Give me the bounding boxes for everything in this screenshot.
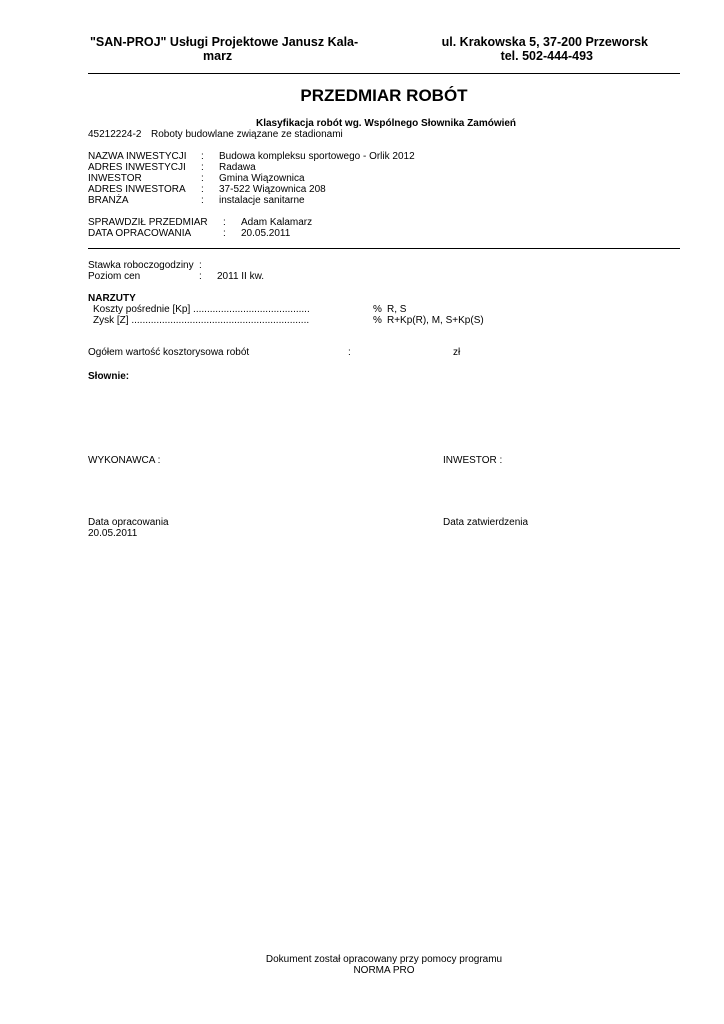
slownie-label: Słownie: — [88, 371, 130, 382]
rate-label: Stawka roboczogodziny — [88, 260, 194, 271]
classification-heading: Klasyfikacja robót wg. Wspólnego Słownika Zamówień — [256, 118, 517, 129]
check-separator: : — [223, 228, 226, 239]
narzut-label: Zysk [Z] ................................................................ — [93, 315, 310, 326]
check-label: SPRAWDZIŁ PRZEDMIAR — [88, 217, 208, 228]
total-separator: : — [348, 347, 351, 358]
check-label: DATA OPRACOWANIA — [88, 228, 192, 239]
narzut-percent: % — [373, 304, 382, 315]
rate-separator: : — [199, 260, 202, 271]
document-title: PRZEDMIAR ROBÓT — [300, 86, 468, 105]
info-label: NAZWA INWESTYCJI — [88, 151, 187, 162]
check-separator: : — [223, 217, 226, 228]
rate-separator: : — [199, 271, 202, 282]
date-prepared-label: Data opracowania — [88, 517, 169, 528]
check-value: Adam Kalamarz — [241, 217, 313, 228]
info-separator: : — [201, 195, 204, 206]
info-label: BRANŻA — [88, 195, 129, 206]
investor-label: INWESTOR : — [443, 455, 503, 466]
footer-line1: Dokument został opracowany przy pomocy programu — [265, 954, 503, 965]
company-name-line1: "SAN-PROJ" Usługi Projektowe Janusz Kala- — [90, 35, 359, 49]
narzut-percent: % — [373, 315, 382, 326]
narzut-basis: R+Kp(R), M, S+Kp(S) — [387, 315, 484, 326]
footer-line2: NORMA PRO — [353, 965, 415, 976]
classification-description: Roboty budowlane związane ze stadionami — [151, 129, 343, 140]
contractor-label: WYKONAWCA : — [88, 455, 161, 466]
info-label: ADRES INWESTYCJI — [88, 162, 186, 173]
company-address: ul. Krakowska 5, 37-200 Przeworsk — [441, 35, 648, 49]
info-value: Radawa — [219, 162, 256, 173]
narzut-label: Koszty pośrednie [Kp] .......................................... — [93, 304, 310, 315]
narzut-basis: R, S — [387, 304, 407, 315]
date-prepared-value: 20.05.2011 — [88, 528, 138, 539]
info-separator: : — [201, 184, 204, 195]
info-value: 37-522 Wiązownica 208 — [219, 184, 326, 195]
total-unit: zł — [453, 347, 461, 358]
info-label: ADRES INWESTORA — [88, 184, 186, 195]
rate-value: 2011 II kw. — [217, 271, 265, 282]
date-approval-label: Data zatwierdzenia — [443, 517, 529, 528]
total-label: Ogółem wartość kosztorysowa robót — [88, 347, 250, 358]
rate-label: Poziom cen — [88, 271, 141, 282]
narzuty-heading: NARZUTY — [88, 293, 136, 304]
classification-code: 45212224-2 — [88, 129, 142, 140]
info-label: INWESTOR — [88, 173, 142, 184]
info-value: Budowa kompleksu sportowego - Orlik 2012 — [219, 151, 415, 162]
info-separator: : — [201, 151, 204, 162]
info-value: Gmina Wiązownica — [219, 173, 305, 184]
company-phone: tel. 502-444-493 — [500, 49, 593, 63]
info-value: instalacje sanitarne — [219, 195, 305, 206]
info-separator: : — [201, 173, 204, 184]
section-divider — [88, 248, 680, 249]
info-separator: : — [201, 162, 204, 173]
header-divider — [88, 73, 680, 74]
check-value: 20.05.2011 — [241, 228, 291, 239]
company-name-line2: marz — [203, 49, 233, 63]
